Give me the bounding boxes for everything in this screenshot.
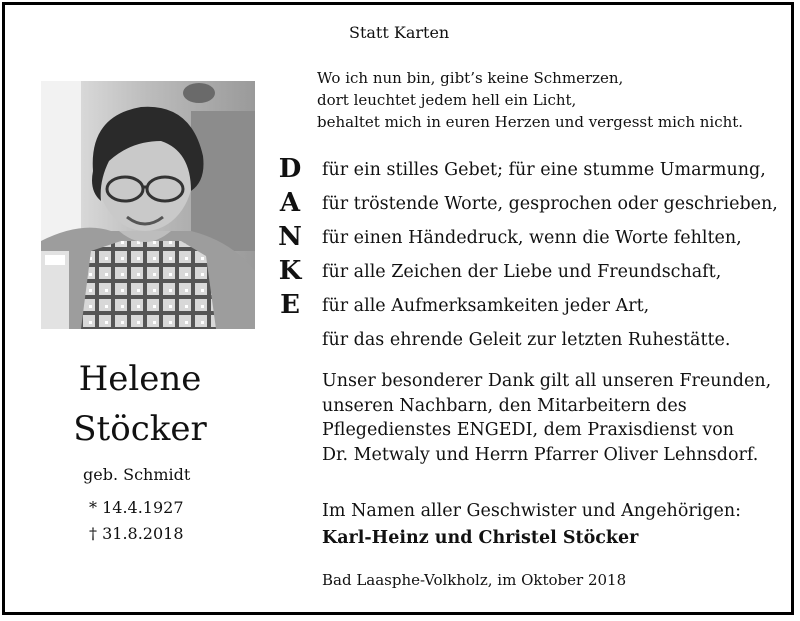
special-thanks-line: unseren Nachbarn, den Mitarbeitern des (322, 395, 687, 416)
thanks-line: für tröstende Worte, gesprochen oder geschrieben, (322, 194, 778, 214)
danke-letter: K (278, 256, 302, 286)
portrait-illustration (41, 81, 255, 329)
thanks-line: für das ehrende Geleit zur letzten Ruhestätte. (322, 330, 731, 350)
poem-line: behaltet mich in euren Herzen und vergesst mich nicht. (317, 113, 744, 131)
special-thanks-line: Pflegedienstes ENGEDI, dem Praxisdienst von (322, 420, 735, 440)
thanks-line: für alle Zeichen der Liebe und Freundschaft, (322, 262, 722, 282)
danke-acrostic (275, 152, 305, 322)
signature-intro: Im Namen aller Geschwister und Angehörigen: (322, 501, 742, 521)
poem-line: dort leuchtet jedem hell ein Licht, (317, 91, 577, 109)
danke-letter: A (279, 188, 301, 218)
thanks-line: für alle Aufmerksamkeiten jeder Art, (322, 296, 650, 316)
danke-letter: N (278, 222, 302, 252)
thanks-line: für einen Händedruck, wenn die Worte fehlten, (322, 228, 742, 248)
birth-date: * 14.4.1927 (89, 498, 184, 517)
thanks-line: für ein stilles Gebet; für eine stumme Umarmung, (322, 160, 766, 180)
first-name: Helene (78, 359, 202, 399)
special-thanks-line: Unser besonderer Dank gilt all unseren Freunden, (322, 371, 772, 391)
portrait-photo (41, 81, 255, 329)
birth-name: geb. Schmidt (83, 465, 191, 484)
poem-line: Wo ich nun bin, gibt’s keine Schmerzen, (317, 69, 624, 87)
death-date: † 31.8.2018 (89, 524, 184, 543)
obituary-card (2, 2, 794, 615)
danke-letter: D (278, 154, 302, 184)
last-name: Stöcker (73, 409, 207, 449)
thanks-list (322, 153, 778, 357)
danke-letter: E (280, 290, 300, 320)
special-thanks-line: Dr. Metwaly und Herrn Pfarrer Oliver Lehnsdorf. (322, 444, 759, 465)
signature-names: Karl-Heinz und Christel Stöcker (322, 528, 639, 548)
poem (317, 67, 743, 133)
header-text: Statt Karten (349, 23, 450, 42)
life-dates (89, 495, 184, 547)
place-date: Bad Laasphe-Volkholz, im Oktober 2018 (322, 571, 627, 589)
special-thanks-paragraph (322, 369, 771, 467)
